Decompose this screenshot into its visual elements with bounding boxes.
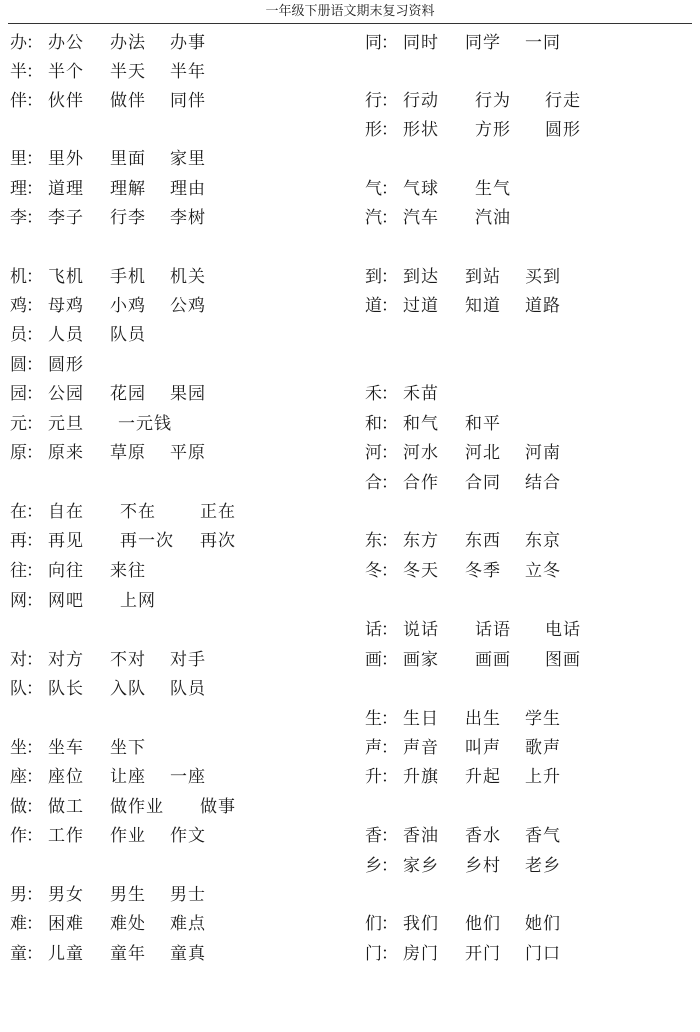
headword: 里	[10, 149, 28, 169]
compound-word: 乡村	[465, 856, 501, 876]
headword: 门	[365, 944, 383, 964]
headword: 乡	[365, 856, 383, 876]
compound-word: 机关	[170, 267, 206, 287]
compound-word: 歌声	[525, 738, 561, 758]
headword: 机	[10, 267, 28, 287]
colon-separator: ：	[26, 208, 44, 228]
colon-separator: ：	[26, 885, 44, 905]
headword: 在	[10, 502, 28, 522]
compound-word: 道理	[48, 179, 84, 199]
headword: 合	[365, 473, 383, 493]
compound-word: 和平	[465, 414, 501, 434]
compound-word: 不在	[120, 502, 156, 522]
compound-word: 一元钱	[118, 414, 172, 434]
colon-separator: ：	[26, 414, 44, 434]
compound-word: 再次	[200, 531, 236, 551]
headword: 道	[365, 296, 383, 316]
headword: 鸡	[10, 296, 28, 316]
compound-word: 和气	[403, 414, 439, 434]
compound-word: 图画	[545, 650, 581, 670]
headword: 伴	[10, 91, 28, 111]
colon-separator: ：	[381, 296, 399, 316]
colon-separator: ：	[26, 62, 44, 82]
compound-word: 坐下	[110, 738, 146, 758]
compound-word: 半年	[170, 62, 206, 82]
compound-word: 不对	[110, 650, 146, 670]
compound-word: 东京	[525, 531, 561, 551]
compound-word: 家乡	[403, 856, 439, 876]
compound-word: 开门	[465, 944, 501, 964]
compound-word: 儿童	[48, 944, 84, 964]
compound-word: 香气	[525, 826, 561, 846]
compound-word: 冬天	[403, 561, 439, 581]
compound-word: 学生	[525, 709, 561, 729]
compound-word: 童真	[170, 944, 206, 964]
headword: 形	[365, 120, 383, 140]
compound-word: 河南	[525, 443, 561, 463]
compound-word: 汽车	[403, 208, 439, 228]
headword: 队	[10, 679, 28, 699]
compound-word: 办公	[48, 33, 84, 53]
compound-word: 行走	[545, 91, 581, 111]
headword: 圆	[10, 355, 28, 375]
headword: 网	[10, 591, 28, 611]
compound-word: 话语	[475, 620, 511, 640]
headword: 禾	[365, 384, 383, 404]
compound-word: 入队	[110, 679, 146, 699]
compound-word: 汽油	[475, 208, 511, 228]
headword: 升	[365, 767, 383, 787]
headword: 男	[10, 885, 28, 905]
compound-word: 过道	[403, 296, 439, 316]
headword: 李	[10, 208, 28, 228]
compound-word: 出生	[465, 709, 501, 729]
compound-word: 草原	[110, 443, 146, 463]
compound-word: 同学	[465, 33, 501, 53]
compound-word: 生气	[475, 179, 511, 199]
compound-word: 里面	[110, 149, 146, 169]
compound-word: 李树	[170, 208, 206, 228]
compound-word: 道路	[525, 296, 561, 316]
colon-separator: ：	[381, 179, 399, 199]
compound-word: 难点	[170, 914, 206, 934]
compound-word: 圆形	[545, 120, 581, 140]
compound-word: 升旗	[403, 767, 439, 787]
compound-word: 原来	[48, 443, 84, 463]
compound-word: 童年	[110, 944, 146, 964]
compound-word: 困难	[48, 914, 84, 934]
compound-word: 说话	[403, 620, 439, 640]
compound-word: 座位	[48, 767, 84, 787]
headword: 做	[10, 797, 28, 817]
compound-word: 上网	[120, 591, 156, 611]
headword: 难	[10, 914, 28, 934]
compound-word: 再见	[48, 531, 84, 551]
colon-separator: ：	[26, 826, 44, 846]
header-rule	[8, 23, 692, 24]
compound-word: 做作业	[110, 797, 164, 817]
compound-word: 母鸡	[48, 296, 84, 316]
compound-word: 男生	[110, 885, 146, 905]
compound-word: 河北	[465, 443, 501, 463]
compound-word: 队员	[170, 679, 206, 699]
colon-separator: ：	[26, 944, 44, 964]
headword: 们	[365, 914, 383, 934]
compound-word: 行李	[110, 208, 146, 228]
compound-word: 行为	[475, 91, 511, 111]
headword: 行	[365, 91, 383, 111]
compound-word: 元旦	[48, 414, 84, 434]
colon-separator: ：	[381, 414, 399, 434]
compound-word: 网吧	[48, 591, 84, 611]
headword: 和	[365, 414, 383, 434]
compound-word: 难处	[110, 914, 146, 934]
colon-separator: ：	[381, 709, 399, 729]
compound-word: 香水	[465, 826, 501, 846]
colon-separator: ：	[26, 91, 44, 111]
compound-word: 他们	[465, 914, 501, 934]
colon-separator: ：	[381, 561, 399, 581]
headword: 东	[365, 531, 383, 551]
headword: 气	[365, 179, 383, 199]
colon-separator: ：	[26, 679, 44, 699]
compound-word: 做伴	[110, 91, 146, 111]
compound-word: 结合	[525, 473, 561, 493]
colon-separator: ：	[381, 531, 399, 551]
compound-word: 对手	[170, 650, 206, 670]
headword: 原	[10, 443, 28, 463]
compound-word: 工作	[48, 826, 84, 846]
compound-word: 作文	[170, 826, 206, 846]
compound-word: 同时	[403, 33, 439, 53]
compound-word: 自在	[48, 502, 84, 522]
compound-word: 到站	[465, 267, 501, 287]
compound-word: 我们	[403, 914, 439, 934]
compound-word: 上升	[525, 767, 561, 787]
headword: 生	[365, 709, 383, 729]
compound-word: 理解	[110, 179, 146, 199]
colon-separator: ：	[26, 797, 44, 817]
colon-separator: ：	[381, 856, 399, 876]
compound-word: 办法	[110, 33, 146, 53]
compound-word: 方形	[475, 120, 511, 140]
compound-word: 理由	[170, 179, 206, 199]
headword: 座	[10, 767, 28, 787]
headword: 往	[10, 561, 28, 581]
compound-word: 房门	[403, 944, 439, 964]
colon-separator: ：	[26, 561, 44, 581]
compound-word: 李子	[48, 208, 84, 228]
headword: 园	[10, 384, 28, 404]
colon-separator: ：	[381, 120, 399, 140]
headword: 作	[10, 826, 28, 846]
headword: 员	[10, 325, 28, 345]
colon-separator: ：	[381, 620, 399, 640]
compound-word: 向往	[48, 561, 84, 581]
compound-word: 做工	[48, 797, 84, 817]
compound-word: 人员	[48, 325, 84, 345]
headword: 办	[10, 33, 28, 53]
colon-separator: ：	[381, 650, 399, 670]
compound-word: 花园	[110, 384, 146, 404]
headword: 半	[10, 62, 28, 82]
compound-word: 禾苗	[403, 384, 439, 404]
compound-word: 香油	[403, 826, 439, 846]
compound-word: 东西	[465, 531, 501, 551]
colon-separator: ：	[381, 826, 399, 846]
compound-word: 电话	[545, 620, 581, 640]
colon-separator: ：	[381, 473, 399, 493]
colon-separator: ：	[26, 738, 44, 758]
headword: 到	[365, 267, 383, 287]
compound-word: 生日	[403, 709, 439, 729]
compound-word: 里外	[48, 149, 84, 169]
colon-separator: ：	[26, 33, 44, 53]
compound-word: 形状	[403, 120, 439, 140]
compound-word: 升起	[465, 767, 501, 787]
compound-word: 一座	[170, 767, 206, 787]
compound-word: 男士	[170, 885, 206, 905]
colon-separator: ：	[26, 443, 44, 463]
colon-separator: ：	[381, 91, 399, 111]
compound-word: 再一次	[120, 531, 174, 551]
compound-word: 正在	[200, 502, 236, 522]
colon-separator: ：	[381, 767, 399, 787]
colon-separator: ：	[26, 325, 44, 345]
compound-word: 小鸡	[110, 296, 146, 316]
colon-separator: ：	[26, 531, 44, 551]
compound-word: 平原	[170, 443, 206, 463]
compound-word: 对方	[48, 650, 84, 670]
colon-separator: ：	[381, 443, 399, 463]
compound-word: 家里	[170, 149, 206, 169]
colon-separator: ：	[381, 738, 399, 758]
headword: 河	[365, 443, 383, 463]
compound-word: 半个	[48, 62, 84, 82]
colon-separator: ：	[26, 267, 44, 287]
colon-separator: ：	[26, 384, 44, 404]
compound-word: 公鸡	[170, 296, 206, 316]
headword: 理	[10, 179, 28, 199]
colon-separator: ：	[381, 267, 399, 287]
compound-word: 半天	[110, 62, 146, 82]
headword: 元	[10, 414, 28, 434]
colon-separator: ：	[381, 33, 399, 53]
compound-word: 气球	[403, 179, 439, 199]
headword: 坐	[10, 738, 28, 758]
colon-separator: ：	[26, 767, 44, 787]
headword: 再	[10, 531, 28, 551]
compound-word: 公园	[48, 384, 84, 404]
compound-word: 冬季	[465, 561, 501, 581]
compound-word: 河水	[403, 443, 439, 463]
compound-word: 老乡	[525, 856, 561, 876]
compound-word: 作业	[110, 826, 146, 846]
headword: 童	[10, 944, 28, 964]
colon-separator: ：	[381, 208, 399, 228]
compound-word: 男女	[48, 885, 84, 905]
compound-word: 一同	[525, 33, 561, 53]
compound-word: 到达	[403, 267, 439, 287]
compound-word: 她们	[525, 914, 561, 934]
compound-word: 声音	[403, 738, 439, 758]
colon-separator: ：	[381, 914, 399, 934]
compound-word: 买到	[525, 267, 561, 287]
compound-word: 叫声	[465, 738, 501, 758]
colon-separator: ：	[381, 944, 399, 964]
headword: 声	[365, 738, 383, 758]
compound-word: 知道	[465, 296, 501, 316]
compound-word: 队员	[110, 325, 146, 345]
compound-word: 坐车	[48, 738, 84, 758]
compound-word: 立冬	[525, 561, 561, 581]
compound-word: 做事	[200, 797, 236, 817]
colon-separator: ：	[26, 296, 44, 316]
compound-word: 伙伴	[48, 91, 84, 111]
compound-word: 队长	[48, 679, 84, 699]
compound-word: 画家	[403, 650, 439, 670]
compound-word: 手机	[110, 267, 146, 287]
headword: 汽	[365, 208, 383, 228]
headword: 对	[10, 650, 28, 670]
headword: 画	[365, 650, 383, 670]
compound-word: 飞机	[48, 267, 84, 287]
compound-word: 行动	[403, 91, 439, 111]
colon-separator: ：	[26, 355, 44, 375]
compound-word: 让座	[110, 767, 146, 787]
compound-word: 东方	[403, 531, 439, 551]
compound-word: 合作	[403, 473, 439, 493]
colon-separator: ：	[26, 650, 44, 670]
compound-word: 圆形	[48, 355, 84, 375]
colon-separator: ：	[26, 179, 44, 199]
page-header-title: 一年级下册语文期末复习资料	[265, 4, 435, 19]
colon-separator: ：	[26, 502, 44, 522]
headword: 香	[365, 826, 383, 846]
headword: 同	[365, 33, 383, 53]
colon-separator: ：	[26, 914, 44, 934]
compound-word: 合同	[465, 473, 501, 493]
colon-separator: ：	[26, 591, 44, 611]
colon-separator: ：	[26, 149, 44, 169]
compound-word: 办事	[170, 33, 206, 53]
compound-word: 同伴	[170, 91, 206, 111]
compound-word: 画画	[475, 650, 511, 670]
headword: 话	[365, 620, 383, 640]
compound-word: 来往	[110, 561, 146, 581]
colon-separator: ：	[381, 384, 399, 404]
compound-word: 门口	[525, 944, 561, 964]
headword: 冬	[365, 561, 383, 581]
compound-word: 果园	[170, 384, 206, 404]
